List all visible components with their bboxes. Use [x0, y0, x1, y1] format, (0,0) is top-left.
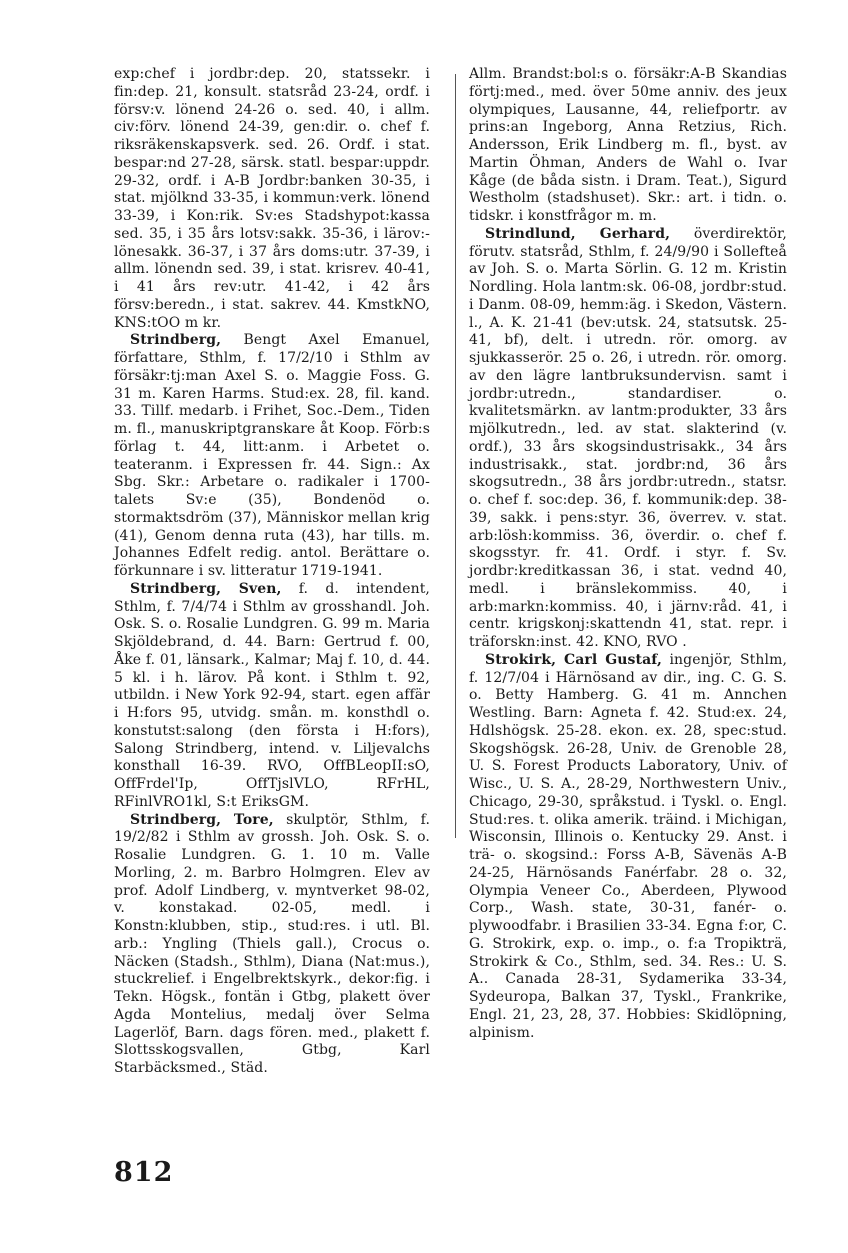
right-continuation-text: Allm. Brandst:bol:s o. försäkr:A-B Skandias förtj:med., med. över 50me anniv. des jeux olympiques, Lausanne, 44, reliefportr. av prins:an Ingeborg, Anna Retzius, Rich. Andersson, Erik Lindberg m. fl., byst. av Martin Öhman, Anders de Wahl o. Ivar Kåge (de båda sistn. i Dram. Teat.), Sigurd Westholm (stadshuset). Skr.: art. i tidn. o. tidskr. i konstfrågor m. m. [469, 66, 787, 224]
entry-text: överdirektör, förutv. statsråd, Sthlm, f. 24/9/90 i Sollefteå av Joh. S. o. Marta Sörlin. G. 12 m. Kristin Nordling. Hola lantm:sk. 06-08, jordbr:stud. i Danm. 08-09, hemm:äg. i Skedon, Västern. l., A. K. 21-41 (bev:utsk. 24, statsutsk. 25-41, bf), delt. i utredn. rör. omorg. av sjukkasserör. 25 o. 26, i utredn. rör. omorg. av den lägre lantbruksundervisn. samt i jordbr:utredn., standardiser. o. kvalitetsmärkn. av lantm:produkter, 33 års mjölkutredn., led. av stat. slakterind (v. ordf.), 33 års skogsindustrisakk., 34 års industrisakk., stat. jordbr:nd, 36 års skogsutredn., 38 års jordbr:utredn., statsr. o. chef f. soc:dep. 36, f. kommunik:dep. 38-39, sakk. i pens:styr. 36, överrev. v. stat. arb:lösh:kommiss. 36, överdir. o. chef f. skogsstyr. fr. 41. Ordf. i styr. f. Sv. jordbr:kreditkassan 36, i stat. vednd 40, medl. i bränslekommiss. 40, i arb:markn:kommiss. 40, i järnv:råd. 41, i centr. krigskonj:skattendn 41, stat. repr. i träforskn:inst. 42. KNO, RVO . [469, 225, 787, 650]
page-number: 812 [114, 1157, 174, 1188]
entry-name: Strindberg, Sven, [130, 580, 282, 597]
column-divider [455, 74, 456, 838]
entry-name: Strindberg, Tore, [130, 811, 274, 828]
entry-strindlund-gerhard [469, 226, 787, 652]
entry-name: Strindberg, [130, 332, 222, 349]
entry-strindberg-bengt-axel [114, 332, 430, 581]
entry-name: Strokirk, Carl Gustaf, [485, 651, 663, 668]
left-continuation-text: exp:chef i jordbr:dep. 20, statssekr. i fin:dep. 21, konsult. statsråd 23-24, ordf. i försv:v. lönend 24-26 o. sed. 40, i allm. civ:förv. lönend 24-39, gen:dir. o. chef f. riksräkenskapsverk. sed. 26. Ordf. i stat. bespar:nd 27-28, särsk. statl. bespar:uppdr. 29-32, ordf. i A-B Jordbr:banken 30-35, i stat. mjölknd 33-35, i kommun:verk. lönend 33-39, i Kon:rik. Sv:es Stadshypot:kassa sed. 35, i 35 års lotsv:sakk. 35-36, i lärov:-lönesakk. 36-37, i 37 års doms:utr. 37-39, i allm. lönendn sed. 39, i stat. krisrev. 40-41, i 41 års rev:utr. 41-42, i 42 års försv:beredn., i stat. sakrev. 44. KmstkNO, KNS:tOO m kr. [114, 66, 430, 331]
entry-strokirk-carl-gustaf [469, 652, 787, 1043]
left-column [114, 66, 430, 1078]
entry-strindberg-tore [114, 812, 430, 1078]
entry-text: Bengt Axel Emanuel, författare, Sthlm, f. 17/2/10 i Sthlm av försäkr:tj:man Axel S. o. Maggie Foss. G. 31 m. Karen Harms. Stud:ex. 28, fil. kand. 33. Tillf. medarb. i Frihet, Soc.-Dem., Tiden m. fl., manuskriptgranskare åt Koop. Förb:s förlag t. 44, litt:anm. i Arbetet o. teateranm. i Expressen fr. 44. Sign.: Ax Sbg. Skr.: Arbetare o. radikaler i 1700-talets Sv:e (35), Bondenöd o. stormaktsdröm (37), Människor mellan krig (41), Genom denna ruta (43), har tills. m. Johannes Edfelt redig. antol. Berättare o. förkunnare i sv. litteratur 1719-1941. [114, 332, 430, 579]
entry-strindberg-sven [114, 581, 430, 812]
entry-text: skulptör, Sthlm, f. 19/2/82 i Sthlm av grossh. Joh. Osk. S. o. Rosalie Lundgren. G. 1. 10 m. Valle Morling, 2. m. Barbro Holmgren. Elev av prof. Adolf Lindberg, v. myntverket 98-02, v. konstakad. 02-05, medl. i Konstn:klubben, stip., stud:res. i utl. Bl. arb.: Yngling (Thiels gall.), Crocus o. Näcken (Stadsh., Sthlm), Diana (Nat:mus.), stuckrelief. i Engelbrektskyrk., dekor:fig. i Tekn. Högsk., fontän i Gtbg, plakett över Agda Montelius, medalj över Selma Lagerlöf, Barn. dags fören. med., plakett f. Slottsskogsvallen, Gtbg, Karl Starbäcksmed., Städ. [114, 811, 430, 1076]
right-column [469, 66, 787, 1042]
entry-text: ingenjör, Sthlm, f. 12/7/04 i Härnösand av dir., ing. C. G. S. o. Betty Hamberg. G. 41 m. Annchen Westling. Barn: Agneta f. 42. Stud:ex. 24, Hdlshögsk. 25-28. ekon. ex. 28, spec:stud. Skogshögsk. 26-28, Univ. de Grenoble 28, U. S. Forest Products Laboratory, Univ. of Wisc., U. S. A., 28-29, Northwestern Univ., Chicago, 29-30, språkstud. i Tyskl. o. Engl. Stud:res. t. olika amerik. träind. i Michigan, Wisconsin, Illinois o. Kentucky 29. Anst. i trä- o. skogsind.: Forss A-B, Sävenäs A-B 24-25, Härnösands Fanérfabr. 28 o. 32, Olympia Veneer Co., Aberdeen, Plywood Corp., Wash. state, 30-31, fanér- o. plywoodfabr. i Brasilien 33-34. Egna f:or, C. G. Strokirk, exp. o. imp., o. f:a Tropikträ, Strokirk & Co., Sthlm, sed. 34. Res.: U. S. A.. Canada 28-31, Sydamerika 33-34, Sydeuropa, Balkan 37, Tyskl., Frankrike, Engl. 21, 23, 28, 37. Hobbies: Skidlöpning, alpinism. [469, 651, 787, 1041]
entry-text: f. d. intendent, Sthlm, f. 7/4/74 i Sthlm av grosshandl. Joh. Osk. S. o. Rosalie Lundgren. G. 99 m. Maria Skjöldebrand, d. 44. Barn: Gertrud f. 00, Åke f. 01, länsark., Kalmar; Maj f. 10, d. 44. 5 kl. i h. lärov. På kont. i Sthlm t. 92, utbildn. i New York 92-94, start. egen affär i H:fors 95, utvidg. smån. m. konsthdl o. konstutst:salong (den första i H:fors), Salong Strindberg, intend. v. Liljevalchs konsthall 16-39. RVO, OffBLeopII:sO, OffFrdel'Ip, OffTjslVLO, RFrHL, RFinlVRO1kl, S:t EriksGM. [114, 580, 430, 810]
entry-name: Strindlund, Gerhard, [485, 225, 671, 242]
